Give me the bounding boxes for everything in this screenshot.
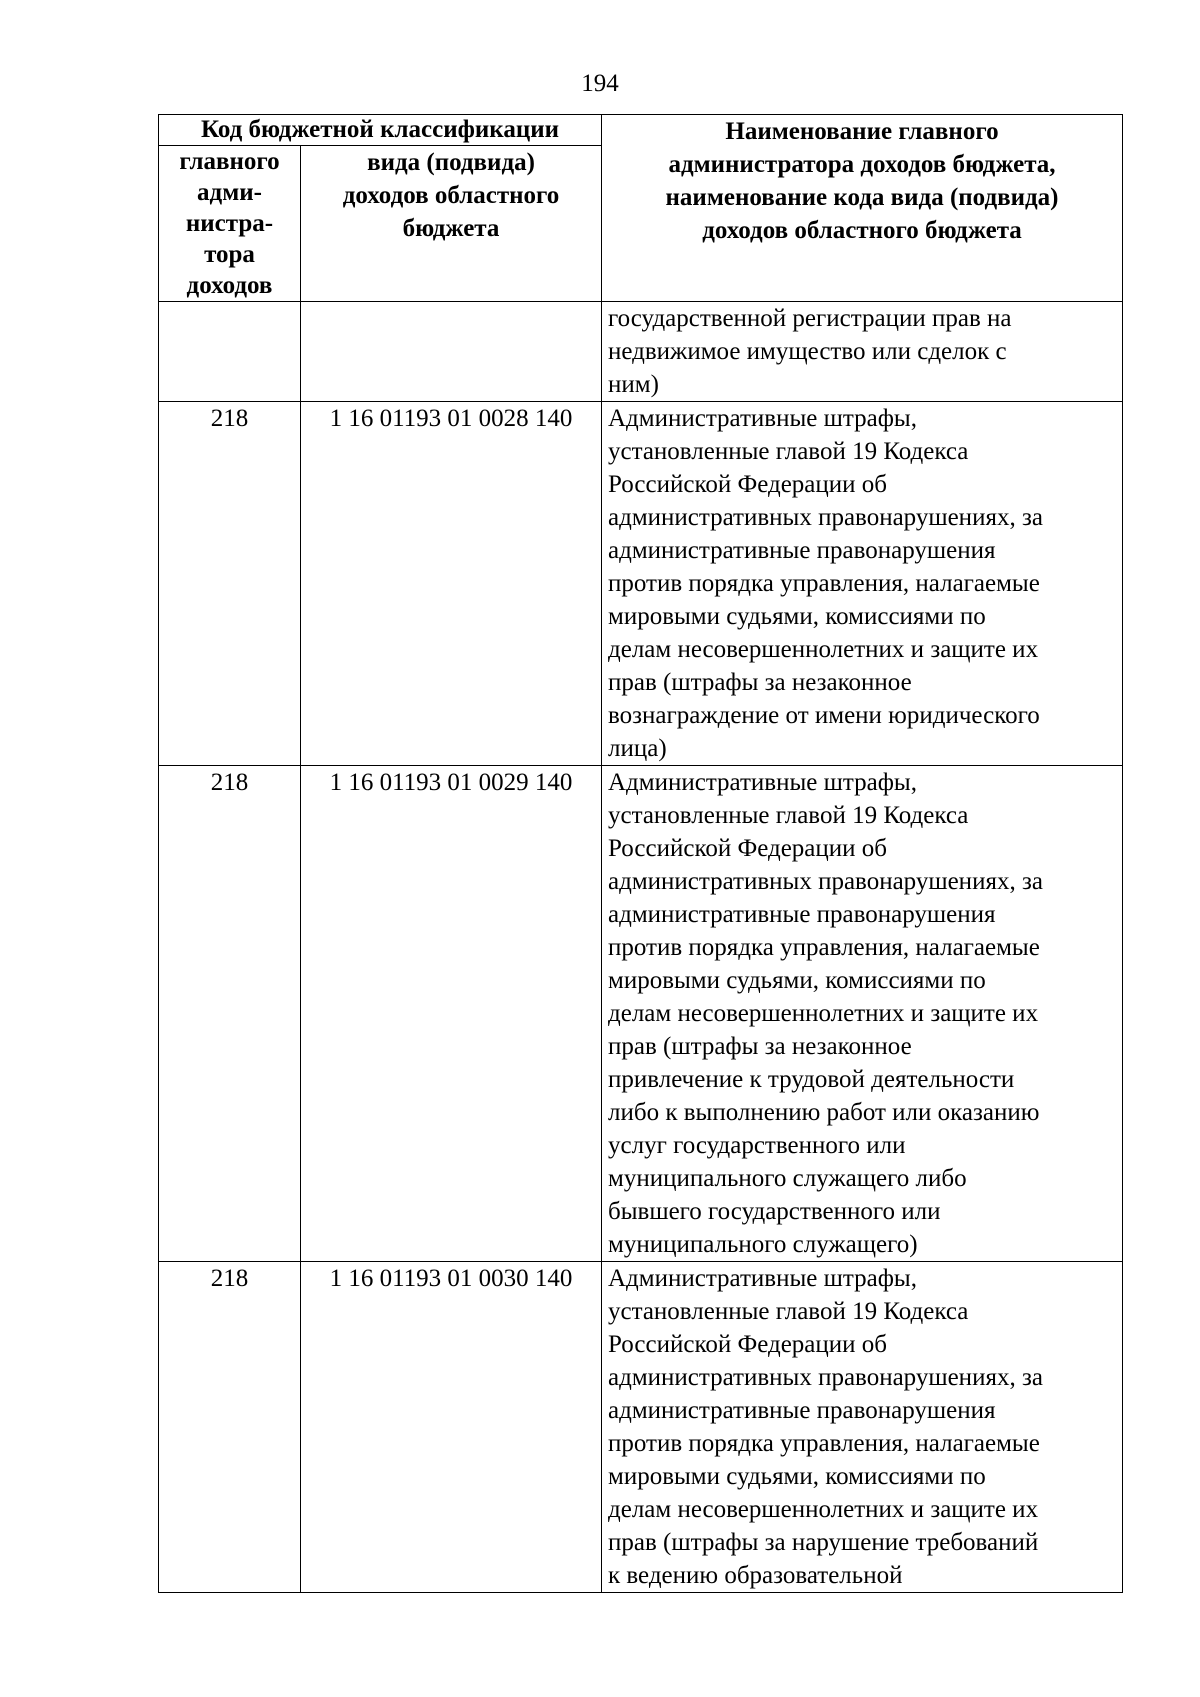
header-admin-column: главного адми- нистра- тора доходов xyxy=(159,146,301,302)
income-name-cell: государственной регистрации прав на недвижимое имущество или сделок с ним) xyxy=(602,302,1123,402)
header-row-1 xyxy=(159,115,1123,146)
header-kind-column: вида (подвида) доходов областного бюджета xyxy=(301,146,602,302)
admin-code-cell: 218 xyxy=(159,766,301,1262)
header-budget-code-group: Код бюджетной классификации xyxy=(159,115,602,146)
admin-code-cell: 218 xyxy=(159,402,301,766)
income-name-cell: Административные штрафы, установленные главой 19 Кодекса Российской Федерации об административных правонарушениях, за административные правонарушения против порядка управления, налагаемые мировыми судьями, комиссиями по делам несовершеннолетних и защите их прав (штрафы за нарушение требований к ведению образовательной xyxy=(602,1262,1123,1593)
income-name-cell: Административные штрафы, установленные главой 19 Кодекса Российской Федерации об административных правонарушениях, за административные правонарушения против порядка управления, налагаемые мировыми судьями, комиссиями по делам несовершеннолетних и защите их прав (штрафы за незаконное привлечение к трудовой деятельности либо к выполнению работ или оказанию услуг государственного или муниципального служащего либо бывшего государственного или муниципального служащего) xyxy=(602,766,1123,1262)
income-code-cell: 1 16 01193 01 0029 140 xyxy=(301,766,602,1262)
table-row xyxy=(159,1262,1123,1593)
admin-code-cell: 218 xyxy=(159,1262,301,1593)
income-code-cell: 1 16 01193 01 0030 140 xyxy=(301,1262,602,1593)
table-row xyxy=(159,402,1123,766)
income-name-cell: Административные штрафы, установленные главой 19 Кодекса Российской Федерации об административных правонарушениях, за административные правонарушения против порядка управления, налагаемые мировыми судьями, комиссиями по делам несовершеннолетних и защите их прав (штрафы за незаконное вознаграждение от имени юридического лица) xyxy=(602,402,1123,766)
admin-code-cell xyxy=(159,302,301,402)
table-row xyxy=(159,766,1123,1262)
table-row xyxy=(159,302,1123,402)
income-code-cell: 1 16 01193 01 0028 140 xyxy=(301,402,602,766)
page-number: 194 xyxy=(581,70,619,97)
income-code-cell xyxy=(301,302,602,402)
header-name-column: Наименование главного администратора доходов бюджета, наименование кода вида (подвида) доходов областного бюджета xyxy=(602,115,1123,302)
budget-classification-table xyxy=(158,114,1123,1593)
